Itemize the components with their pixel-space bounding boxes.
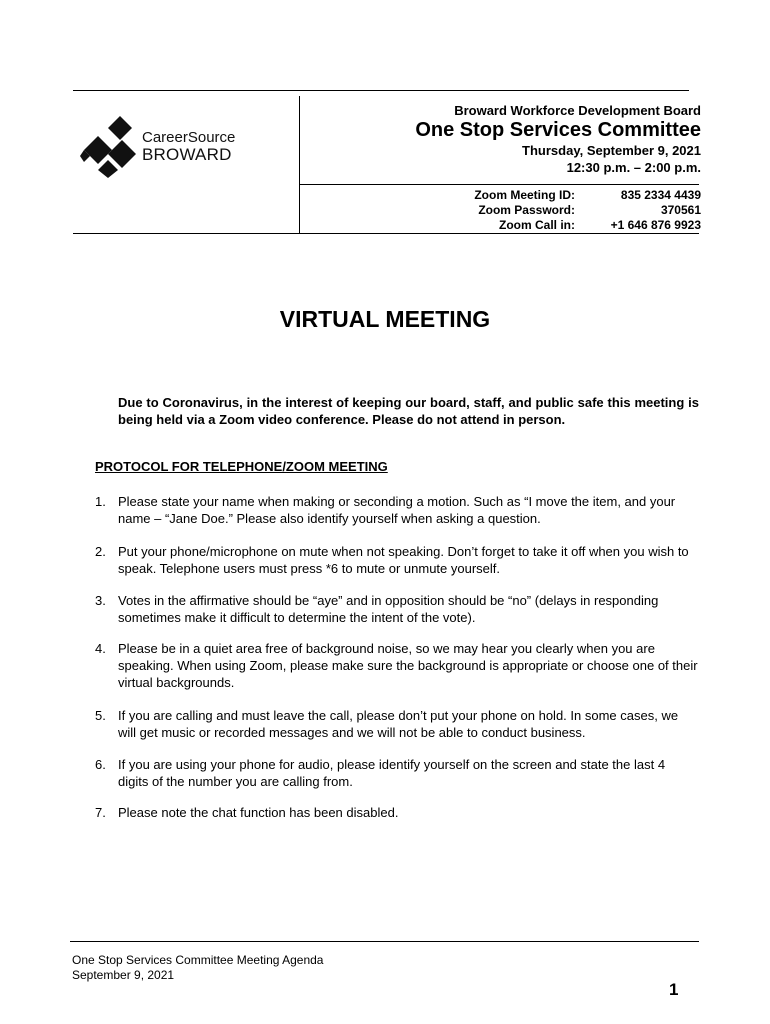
header-divider-bottom bbox=[73, 233, 699, 234]
meeting-date: Thursday, September 9, 2021 bbox=[522, 143, 701, 158]
list-item-text: Please be in a quiet area free of background noise, so we may hear you clearly when you are speaking. When using Zoom, please make sure the background is appropriate or choose one of their virtual backgrounds. bbox=[118, 641, 698, 690]
page-number: 1 bbox=[669, 980, 679, 999]
list-item-number: 4. bbox=[95, 641, 106, 656]
protocol-heading: PROTOCOL FOR TELEPHONE/ZOOM MEETING bbox=[95, 459, 388, 474]
list-item-text: Please state your name when making or seconding a motion. Such as “I move the item, and your name – “Jane Doe.” Please also identify yourself when asking a question. bbox=[118, 494, 676, 526]
logo-text-careersource: CareerSource bbox=[142, 129, 236, 146]
careersource-logo-icon bbox=[80, 114, 140, 178]
list-item-text: If you are calling and must leave the call, please don’t put your phone on hold. In some cases, we will get music or recorded messages and we will not be able to conduct business. bbox=[118, 708, 679, 740]
committee-name: One Stop Services Committee bbox=[415, 119, 701, 141]
zoom-password-value: 370561 bbox=[660, 203, 701, 217]
list-item-text: Please note the chat function has been disabled. bbox=[118, 805, 399, 820]
top-rule bbox=[73, 90, 689, 91]
zoom-meeting-id-value: 835 2334 4439 bbox=[620, 188, 701, 202]
list-item-text: If you are using your phone for audio, please identify yourself on the screen and state the last 4 digits of the number you are calling from. bbox=[118, 757, 666, 789]
meeting-time: 12:30 p.m. – 2:00 p.m. bbox=[566, 160, 701, 175]
covid-notice: Due to Coronavirus, in the interest of keeping our board, staff, and public safe this meeting is being held via a Zoom video conference. Please do not attend in person. bbox=[118, 395, 699, 427]
zoom-call-in-label: Zoom Call in: bbox=[499, 218, 575, 232]
footer-title: One Stop Services Committee Meeting Agenda bbox=[72, 953, 324, 967]
zoom-call-in-value: +1 646 876 9923 bbox=[610, 218, 701, 232]
list-item-number: 3. bbox=[95, 593, 106, 608]
zoom-meeting-id-label: Zoom Meeting ID: bbox=[474, 188, 575, 202]
page-title: VIRTUAL MEETING bbox=[279, 306, 491, 332]
list-item-number: 5. bbox=[95, 708, 106, 723]
zoom-password-label: Zoom Password: bbox=[478, 203, 575, 217]
list-item-number: 7. bbox=[95, 805, 106, 820]
header-divider-middle bbox=[299, 184, 699, 185]
list-item-number: 6. bbox=[95, 757, 106, 772]
list-item-number: 1. bbox=[95, 494, 106, 509]
board-name: Broward Workforce Development Board bbox=[454, 103, 701, 118]
list-item-text: Put your phone/microphone on mute when not speaking. Don’t forget to take it off when you wish to speak. Telephone users must press *6 to mute or unmute yourself. bbox=[118, 544, 689, 576]
logo-text-broward: BROWARD bbox=[142, 145, 232, 164]
header-divider-vertical bbox=[299, 96, 300, 233]
footer-rule bbox=[70, 941, 699, 942]
list-item-number: 2. bbox=[95, 544, 106, 559]
footer-date: September 9, 2021 bbox=[72, 968, 175, 982]
list-item-text: Votes in the affirmative should be “aye” and in opposition should be “no” (delays in responding sometimes make it difficult to determine the intent of the vote). bbox=[118, 593, 659, 625]
careersource-logo bbox=[80, 114, 250, 178]
